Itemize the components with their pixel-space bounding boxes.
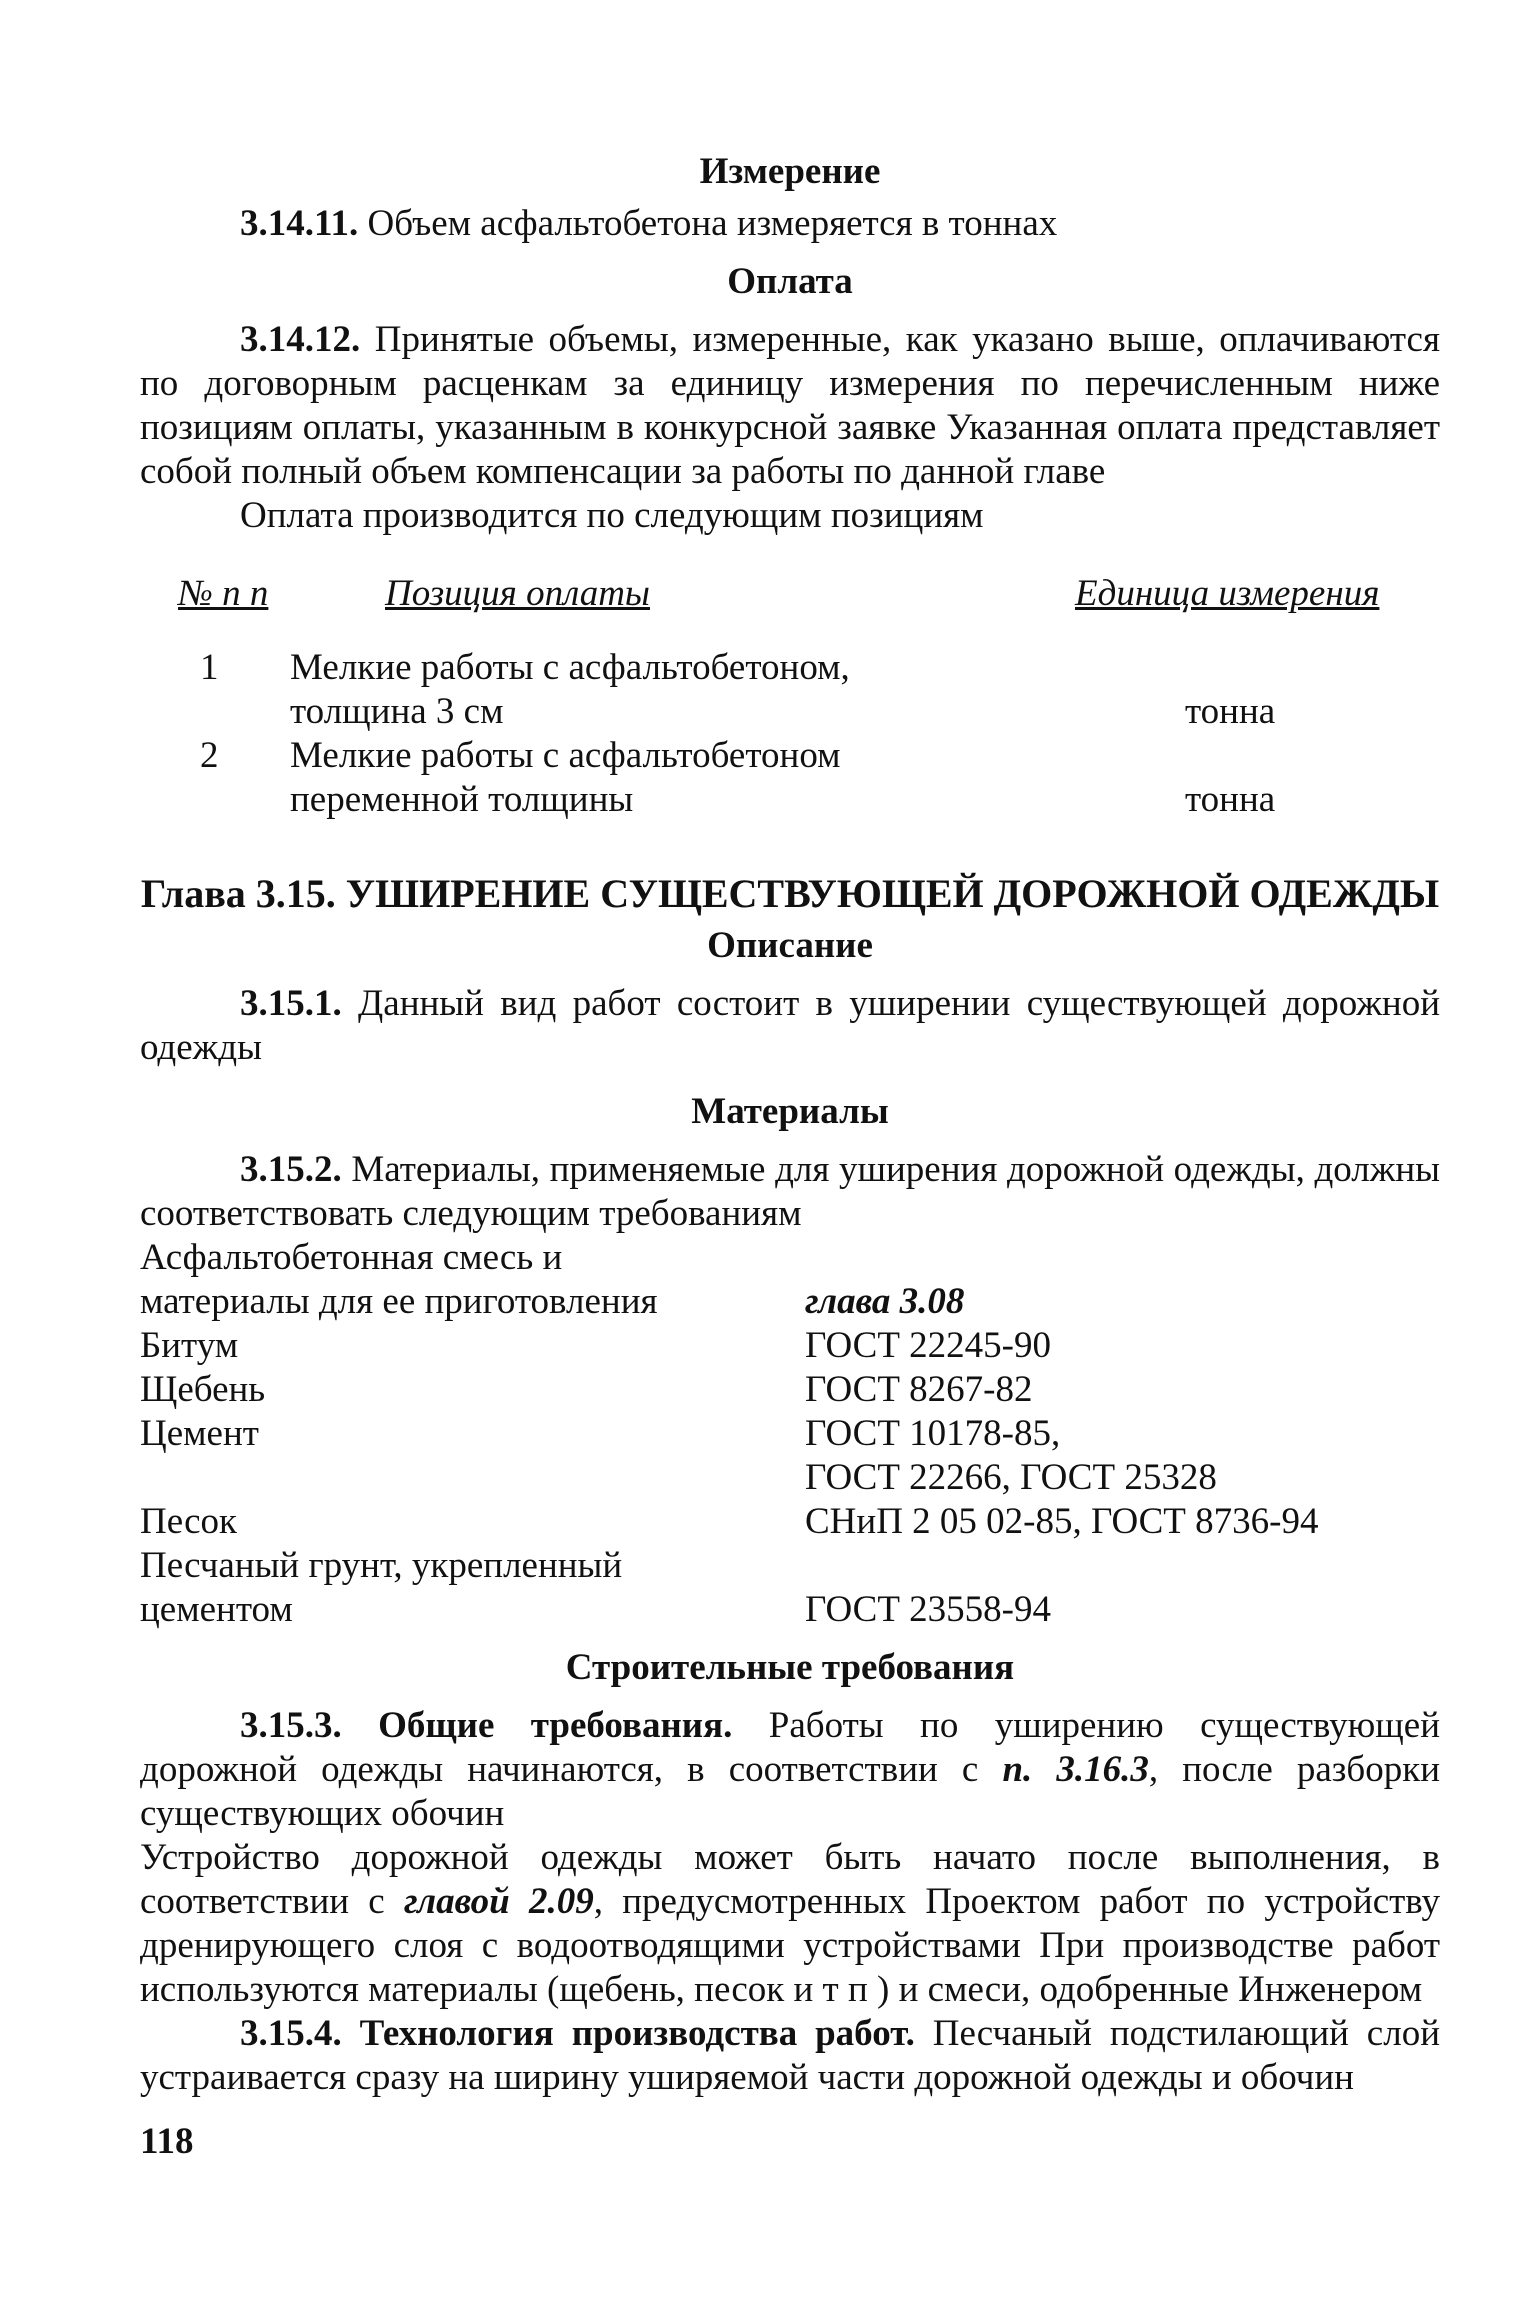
heading-materials: Материалы [691,1091,889,1132]
table-row [140,1588,1440,1632]
paragraph-3-15-4 [140,2012,1440,2100]
paragraph-payment-positions: Оплата производится по следующим позициям [240,495,984,536]
table-row [140,1456,1440,1500]
material-name: материалы для ее приготовления [140,1281,658,1322]
heading-measurement: Измерение [699,151,881,192]
column-header-unit: Единица измерения [1075,573,1380,614]
clause-text: Материалы, применяемые для уширения дорожной одежды, должны соответствовать следующим требованиям [140,1149,1440,1234]
table-row [140,734,1440,822]
table-row [140,1500,1440,1544]
table-row [140,1368,1440,1412]
heading-construction-requirements: Строительные требования [565,1647,1015,1688]
material-standard: ГОСТ 22266, ГОСТ 25328 [805,1457,1217,1498]
paragraph-text: Устройство дорожной одежды может быть начато после выполнения, в соответствии с [140,1837,1440,1922]
paragraph-device [140,1836,1440,2012]
payment-table [140,646,1440,822]
clause-text: Принятые объемы, измеренные, как указано выше, оплачиваются по договорным расценкам за единицу измерения по перечисленным ниже позициям оплаты, указанным в конкурсной заявке Указанная оплата представляет собой полный объем компенсации за работы по данной главе [140,319,1440,492]
clause-text: , после разборки существующих обочин [140,1749,1441,1834]
paragraph-3-15-2 [140,1148,1440,1236]
row-unit: тонна [1185,691,1276,732]
page-number: 118 [140,2121,194,2162]
row-number: 2 [200,735,219,776]
row-unit: тонна [1185,779,1276,820]
clause-text: Данный вид работ состоит в уширении существующей дорожной одежды [140,983,1440,1068]
clause-reference: п. 3.16.3 [1002,1749,1149,1790]
material-name: Песчаный грунт, укрепленный [140,1545,623,1586]
material-standard: ГОСТ 22245-90 [805,1325,1051,1366]
clause-title: Технология производства работ. [341,2013,915,2054]
clause-text: Песчаный подстилающий слой устраивается сразу на ширину уширяемой части дорожной одежды и обочин [140,2013,1440,2098]
clause-text: Работы по уширению существующей дорожной одежды начинаются, в соответствии с [140,1705,1440,1790]
table-row [140,1236,1440,1280]
clause-number: 3.15.1. [240,983,342,1024]
clause-title: Общие требования. [341,1705,733,1746]
clause-number: 3.15.4. [240,2013,342,2054]
material-name: Щебень [140,1369,266,1410]
table-row [140,1412,1440,1456]
clause-number: 3.15.3. [240,1705,342,1746]
table-row [140,1544,1440,1588]
paragraph-3-14-12 [140,318,1440,494]
row-number: 1 [200,647,219,688]
material-standard: СНиП 2 05 02-85, ГОСТ 8736-94 [805,1501,1319,1542]
material-standard: ГОСТ 8267-82 [805,1369,1033,1410]
heading-payment: Оплата [727,261,853,302]
material-standard: ГОСТ 23558-94 [805,1589,1051,1630]
material-standard: ГОСТ 10178-85, [805,1413,1061,1454]
document-page [140,150,1440,2100]
table-row [140,1280,1440,1324]
table-row [140,1324,1440,1368]
table-row [140,646,1440,734]
heading-description: Описание [707,925,873,966]
paragraph-3-15-3 [140,1704,1440,1836]
payment-table-header [140,572,1440,618]
material-name: цементом [140,1589,293,1630]
chapter-title: Глава 3.15. УШИРЕНИЕ СУЩЕСТВУЮЩЕЙ ДОРОЖНОЙ ОДЕЖДЫ [140,871,1440,916]
paragraph-3-14-11 [140,202,1440,246]
row-position: Мелкие работы с асфальтобетоном, толщина 3 см [290,647,850,732]
column-header-position: Позиция оплаты [385,573,650,614]
paragraph-text: , предусмотренных Проектом работ по устройству дренирующего слоя с водоотводящими устройствами При производстве работ используются материалы (щебень, песок и т п ) и смеси, одобренные Инженером [140,1881,1440,2010]
material-name: Битум [140,1325,239,1366]
clause-number: 3.14.12. [240,319,361,360]
material-name: Песок [140,1501,237,1542]
paragraph-3-15-1 [140,982,1440,1070]
column-header-number: № п п [178,573,269,614]
material-standard: глава 3.08 [805,1281,965,1322]
row-position: Мелкие работы с асфальтобетоном переменной толщины [290,735,841,820]
material-name: Цемент [140,1413,259,1454]
material-name: Асфальтобетонная смесь и [140,1237,563,1278]
clause-number: 3.14.11. [240,203,359,244]
clause-text: Объем асфальтобетона измеряется в тоннах [358,203,1058,244]
clause-number: 3.15.2. [240,1149,342,1190]
chapter-reference: главой 2.09 [403,1881,594,1922]
materials-table [140,1236,1440,1632]
